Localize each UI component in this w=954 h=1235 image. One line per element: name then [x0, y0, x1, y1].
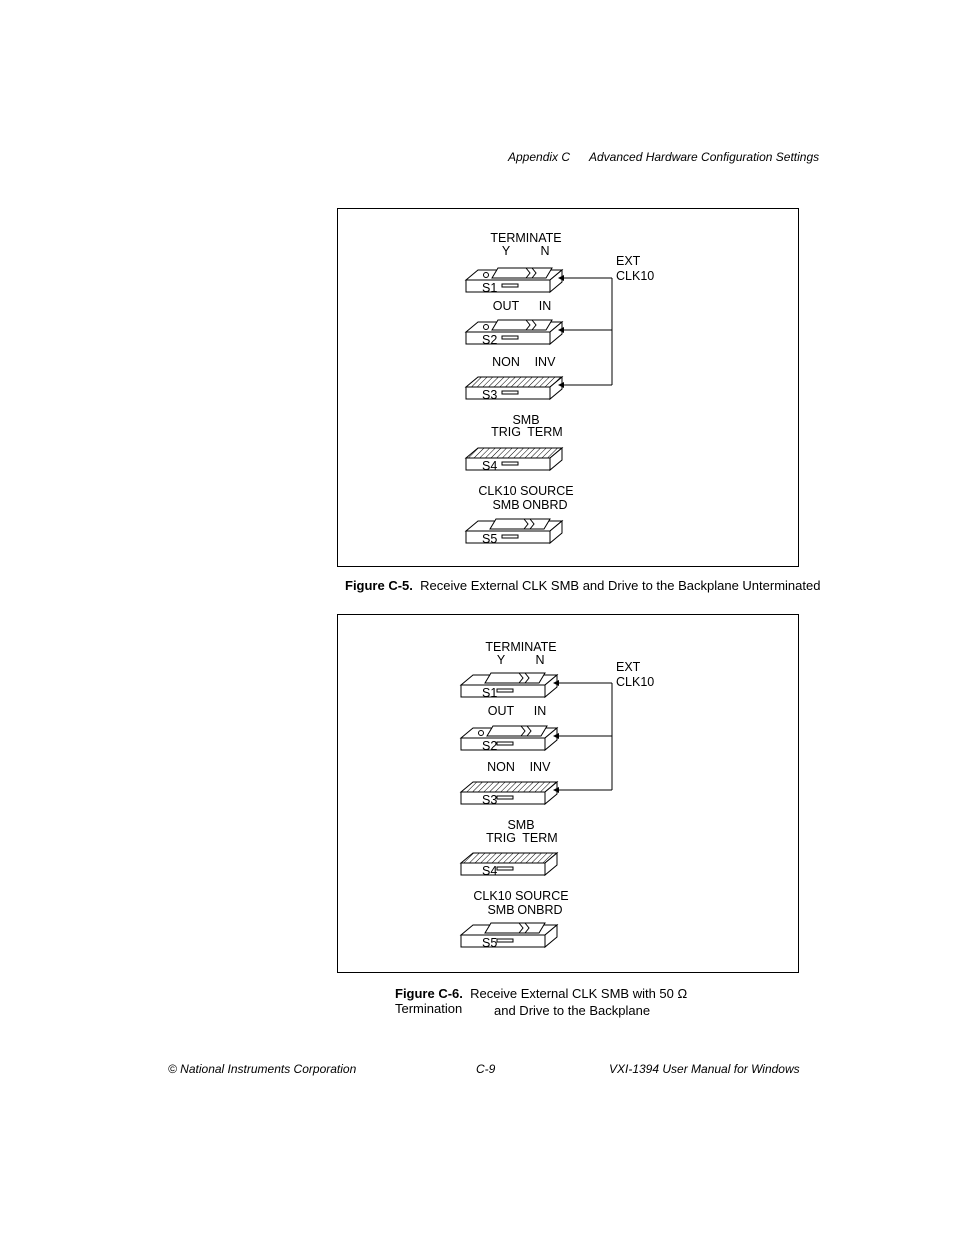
- switch-id-label: S4: [482, 864, 498, 878]
- clk10-label: CLK10: [616, 269, 655, 283]
- figure-c5: [337, 208, 799, 567]
- switch-left-label: OUT: [487, 704, 515, 718]
- clk10-label: CLK10: [616, 675, 655, 689]
- switch-id-label: S5: [482, 936, 498, 950]
- switch-title-label: TERMINATE: [490, 231, 562, 245]
- switch-slot: [497, 939, 513, 942]
- switch-title-label: CLK10 SOURCE: [473, 889, 569, 903]
- figure-c5-caption-text: Receive External CLK SMB and Drive to the Backplane Unterminated: [420, 578, 821, 593]
- switch-slot: [497, 689, 513, 692]
- switch-id-label: S2: [482, 333, 498, 347]
- switch-left-label: Y: [501, 244, 511, 258]
- switch-title-label: SMB: [512, 413, 540, 427]
- switch-id-label: S5: [482, 532, 498, 546]
- switch-slot: [502, 391, 518, 394]
- switch-id-label: S4: [482, 459, 498, 473]
- switch-id-label: S3: [482, 388, 498, 402]
- switch-s3: [461, 782, 557, 804]
- switch-id-label: S1: [482, 686, 498, 700]
- switch-left-label: SMB: [492, 498, 520, 512]
- switch-slot: [497, 867, 513, 870]
- switch-right-label: ONBRD: [517, 903, 563, 917]
- figure-c6: [337, 614, 799, 973]
- switch-indicator-dot: [479, 731, 484, 736]
- switch-title-label: SMB: [507, 818, 535, 832]
- switch-id-label: S3: [482, 793, 498, 807]
- page-number: C-9: [476, 1062, 496, 1076]
- switch-s1: [466, 268, 562, 292]
- footer-manual-title: VXI-1394 User Manual for Windows: [609, 1062, 800, 1076]
- switch-left-label: TRIG: [491, 425, 521, 439]
- switch-left-label: SMB: [487, 903, 515, 917]
- switch-title-label: TERMINATE: [485, 640, 557, 654]
- figure-c6-caption-text: Receive External CLK SMB with 50 Ω Termination: [395, 986, 688, 1016]
- switch-left-label: Y: [496, 653, 506, 667]
- switch-right-label: N: [535, 653, 545, 667]
- switch-top: [461, 853, 557, 863]
- figure-c6-caption-label: Figure C-6.: [395, 986, 463, 1001]
- switch-top: [461, 782, 557, 792]
- switch-right-label: N: [540, 244, 550, 258]
- switch-right-label: TERM: [522, 831, 558, 845]
- switch-right-label: TERM: [527, 425, 563, 439]
- switch-left-label: NON: [492, 355, 520, 369]
- switch-rocker: [485, 673, 545, 683]
- figure-c5-caption-label: Figure C-5.: [345, 578, 413, 593]
- switch-id-label: S2: [482, 739, 498, 753]
- ext-label: EXT: [616, 254, 641, 268]
- switch-s4: [461, 853, 557, 875]
- switch-top: [466, 377, 562, 387]
- figure-c5-caption: [345, 578, 820, 593]
- switch-rocker: [487, 726, 547, 736]
- switch-id-label: S1: [482, 281, 498, 295]
- switch-s2: [466, 320, 562, 344]
- switch-s1: [461, 673, 557, 697]
- figure-c5-diagram: [338, 209, 800, 568]
- switch-rocker: [492, 320, 552, 330]
- switch-right-label: IN: [533, 704, 547, 718]
- switch-right-label: ONBRD: [522, 498, 568, 512]
- header-appendix: Appendix C: [508, 150, 571, 164]
- switch-slot: [502, 284, 518, 287]
- ext-label: EXT: [616, 660, 641, 674]
- switch-slot: [502, 535, 518, 538]
- switch-right-label: IN: [538, 299, 552, 313]
- switch-rocker: [490, 519, 550, 529]
- switch-s4: [466, 448, 562, 470]
- switch-indicator-dot: [484, 273, 489, 278]
- switch-rocker: [485, 923, 545, 933]
- switch-rocker: [492, 268, 552, 278]
- switch-slot: [502, 462, 518, 465]
- switch-slot: [497, 742, 513, 745]
- switch-left-label: TRIG: [486, 831, 516, 845]
- switch-indicator-dot: [484, 325, 489, 330]
- switch-s2: [461, 726, 557, 750]
- switch-left-label: OUT: [492, 299, 520, 313]
- switch-slot: [497, 796, 513, 799]
- switch-slot: [502, 336, 518, 339]
- switch-right-label: INV: [534, 355, 556, 369]
- switch-right-label: INV: [529, 760, 551, 774]
- switch-s5: [461, 923, 557, 947]
- switch-left-label: NON: [487, 760, 515, 774]
- switch-s5: [466, 519, 562, 543]
- footer-copyright: © National Instruments Corporation: [168, 1062, 357, 1076]
- figure-c6-caption-line2: and Drive to the Backplane: [494, 1003, 651, 1018]
- switch-s3: [466, 377, 562, 399]
- figure-c6-diagram: [338, 615, 800, 974]
- header-title: Advanced Hardware Configuration Settings: [589, 150, 820, 164]
- switch-title-label: CLK10 SOURCE: [478, 484, 574, 498]
- switch-top: [466, 448, 562, 458]
